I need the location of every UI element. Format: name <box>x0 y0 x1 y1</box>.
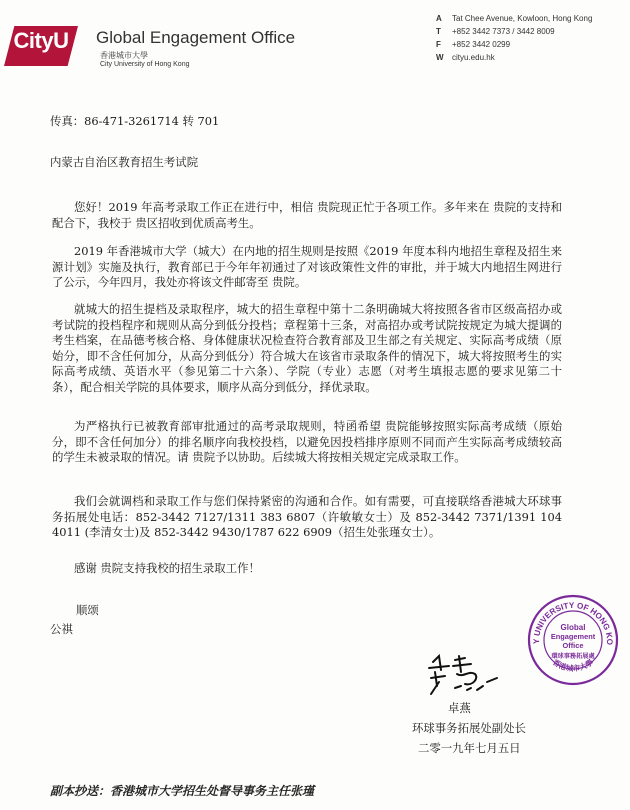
contact-phone: T +852 3442 7373 / 3442 8009 <box>436 27 555 36</box>
seal-center-1: Global <box>560 623 586 632</box>
paragraph-3: 就城大的招生提档及录取程序，城大的招生章程中第十二条明确城大将按照各省市区级高招办或考试院的投档程序和规则从高分到低分投档；章程第十三条，对高招办或考试院按规定为城大提调的考生档案，在品德考核合格、身体健康状况检查符合教育部及卫生部之有关规定、实际高考成绩（原始分，即不含任何加分，从高分到低分）符合城大在该省市录取条件的情况下，城大将按照考生的实际高考成绩、英语水平（参见第二十六条）、学院（专业）志愿（对考生填报志愿的要求见第二十条），配合相关学院的具体要求，顺序从高分到低分，择优录取。 <box>52 302 562 394</box>
handwritten-signature <box>425 652 501 698</box>
paragraph-2: 2019 年香港城市大学（城大）在内地的招生规则是按照《2019 年度本科内地招生章程及招生来源计划》实施及执行，教育部已于今年年初通过了对该政策性文件的审批，并于城大内地招生网进行了公示，今年四月，我处亦将该文件邮寄至 贵院。 <box>52 244 562 290</box>
recipient: 内蒙古自治区教育招生考试院 <box>50 155 199 169</box>
seal-center-2: Engagement <box>550 632 596 641</box>
closing-line-1: 顺颂 <box>76 603 99 617</box>
paragraph-4: 为严格执行已被教育部审批通过的高考录取规则，特函希望 贵院能够按照实际高考成绩（原始分，即不含任何加分）的排名顺序向我校投档，以避免因投档排序原则不同而产生实际高考成绩较高的学生未被录取的情况。请 贵院予以协助。后续城大将按相关规定完成录取工作。 <box>52 419 562 465</box>
office-seal <box>527 594 619 686</box>
seal-center-zh: 環球事務拓展處 <box>551 653 595 660</box>
contact-web: W cityu.edu.hk <box>436 53 495 62</box>
university-name-en: City University of Hong Kong <box>100 61 190 68</box>
signer-title: 环球事务拓展处副处长 <box>412 721 526 735</box>
seal-bottom-text: 香港城市大學 <box>551 657 595 674</box>
contact-fax: F +852 3442 0299 <box>436 40 511 49</box>
seal-center-3: Office <box>562 641 584 650</box>
letter-date: 二零一九年七月五日 <box>418 741 521 755</box>
paragraph-5: 我们会就调档和录取工作与您们保持紧密的沟通和合作。如有需要，可直接联络香港城大环球事务拓展处电话：852-3442 7127/1311 383 6807（许敏敏女士）及 852-3442 7371/1391 104 4011 (李清女士)及 852-3442 9430/1787 622 6909（招生处张瑾女士）。 <box>52 494 562 540</box>
university-name-zh: 香港城市大學 <box>100 51 148 60</box>
signer-name: 卓燕 <box>448 701 471 715</box>
logo-text: CityU <box>13 28 69 53</box>
seal-ring-text: Y UNIVERSITY OF HONG KO <box>531 600 615 646</box>
office-title: Global Engagement Office <box>96 28 296 47</box>
carbon-copy: 副本抄送：香港城市大学招生处督导事务主任张瑾 <box>50 784 315 798</box>
contact-address: A Tat Chee Avenue, Kowloon, Hong Kong <box>436 14 593 23</box>
paragraph-6: 感谢 贵院支持我校的招生录取工作！ <box>74 561 260 575</box>
closing-line-2: 公祺 <box>50 622 73 636</box>
paragraph-1: 您好！2019 年高考录取工作正在进行中，相信 贵院现正忙于各项工作。多年来在 贵院的支持和配合下，我校于 贵区招收到优质高考生。 <box>52 200 562 230</box>
fax-number: 传真：86-471-3261714 转 701 <box>50 114 220 128</box>
